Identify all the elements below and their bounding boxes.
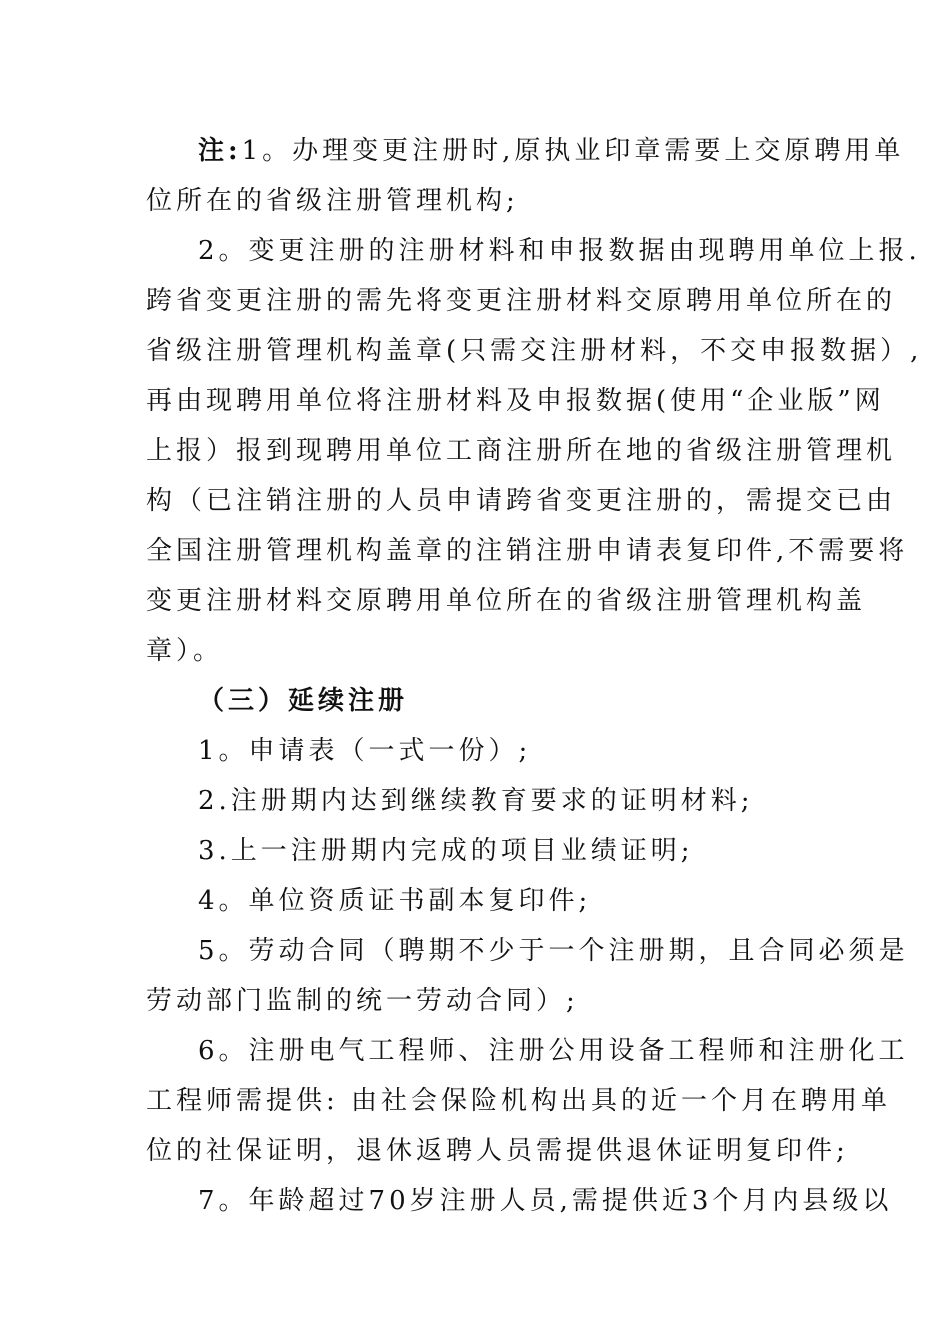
line-text: 3.上一注册期内完成的项目业绩证明; xyxy=(198,836,694,866)
text-line xyxy=(146,326,923,376)
text-line xyxy=(146,476,897,526)
line-text: 再由现聘用单位将注册材料及申报数据(使用“企业版”网 xyxy=(146,386,885,416)
line-text: 2。变更注册的注册材料和申报数据由现聘用单位上报. xyxy=(198,236,921,266)
text-line xyxy=(146,1026,909,1076)
text-line xyxy=(146,1126,849,1176)
line-text: 全国注册管理机构盖章的注销注册申请表复印件,不需要将 xyxy=(146,536,909,566)
line-text: 省级注册管理机构盖章(只需交注册材料，不交申报数据）, xyxy=(146,336,923,366)
line-text: 构（已注销注册的人员申请跨省变更注册的，需提交已由 xyxy=(146,486,897,516)
paragraph xyxy=(146,676,826,726)
text-line xyxy=(146,976,826,1026)
line-text: 6。注册电气工程师、注册公用设备工程师和注册化工 xyxy=(198,1036,909,1066)
paragraph xyxy=(146,1176,893,1226)
line-text: 2.注册期内达到继续教育要求的证明材料; xyxy=(198,786,754,816)
paragraph xyxy=(146,726,826,776)
line-text: 1。申请表（一式一份）; xyxy=(198,736,532,766)
line-text: 5。劳动合同（聘期不少于一个注册期，且合同必须是 xyxy=(198,936,909,966)
line-text: 1。办理变更注册时,原执业印章需要上交原聘用单 xyxy=(241,136,905,166)
text-line xyxy=(146,426,897,476)
text-line xyxy=(146,926,909,976)
section-heading xyxy=(146,676,826,726)
text-line xyxy=(146,176,826,226)
text-line xyxy=(146,226,921,276)
line-text: （三）延续注册 xyxy=(198,686,409,716)
text-line xyxy=(146,276,897,326)
document-body xyxy=(146,126,923,1226)
line-text: 位所在的省级注册管理机构; xyxy=(146,186,519,216)
paragraph xyxy=(146,126,905,226)
paragraph xyxy=(146,226,923,676)
text-line xyxy=(146,626,826,676)
text-line xyxy=(146,1176,893,1226)
text-line xyxy=(146,826,826,876)
text-line xyxy=(146,126,905,176)
line-text: 跨省变更注册的需先将变更注册材料交原聘用单位所在的 xyxy=(146,286,897,316)
paragraph xyxy=(146,826,826,876)
line-text: 7。年龄超过70岁注册人员,需提供近3个月内县级以 xyxy=(198,1186,893,1216)
line-text: 工程师需提供: 由社会保险机构出具的近一个月在聘用单 xyxy=(146,1086,892,1116)
text-line xyxy=(146,526,909,576)
note-label: 注: xyxy=(198,136,242,166)
text-line xyxy=(146,776,826,826)
paragraph xyxy=(146,776,826,826)
line-text: 章）。 xyxy=(146,636,224,666)
paragraph xyxy=(146,926,909,1026)
line-text: 劳动部门监制的统一劳动合同）; xyxy=(146,986,579,1016)
line-text: 4。单位资质证书副本复印件; xyxy=(198,886,592,916)
text-line xyxy=(146,876,826,926)
line-text: 上报）报到现聘用单位工商注册所在地的省级注册管理机 xyxy=(146,436,897,466)
line-text: 变更注册材料交原聘用单位所在的省级注册管理机构盖 xyxy=(146,586,867,616)
line-text: 位的社保证明，退休返聘人员需提供退休证明复印件; xyxy=(146,1136,849,1166)
text-line xyxy=(146,376,885,426)
text-line xyxy=(146,726,826,776)
paragraph xyxy=(146,876,826,926)
text-line xyxy=(146,1076,892,1126)
text-line xyxy=(146,576,867,626)
paragraph xyxy=(146,1026,909,1176)
